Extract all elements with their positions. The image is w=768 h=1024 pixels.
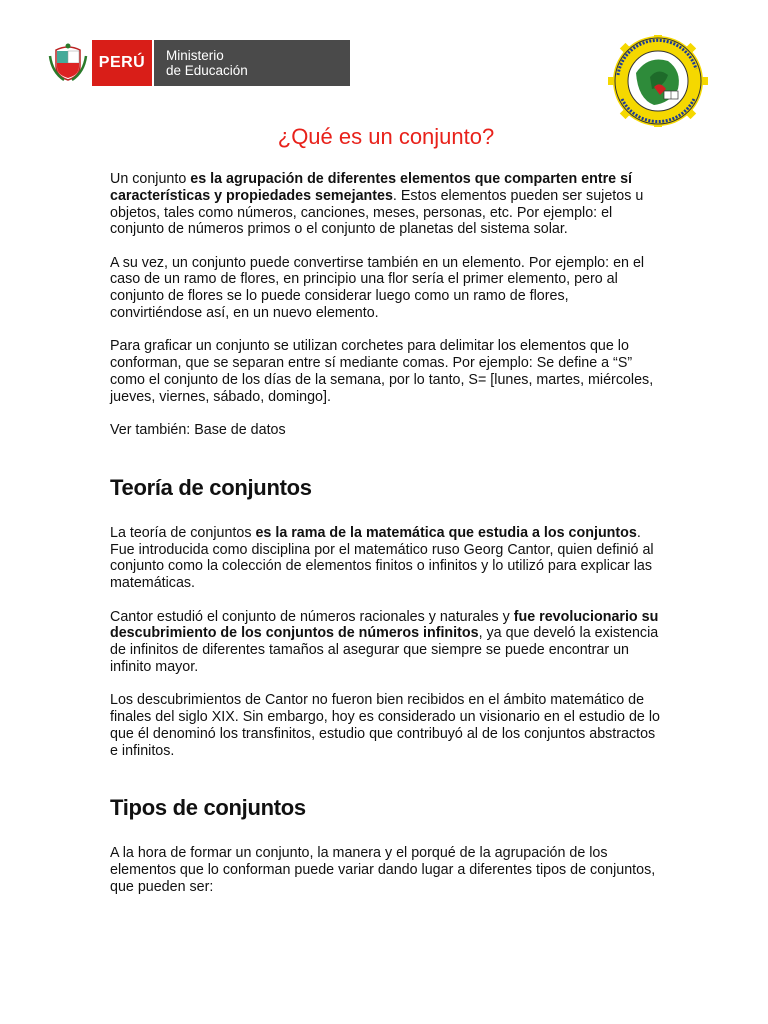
paragraph: Para graficar un conjunto se utilizan corchetes para delimitar los elementos que lo conforman, que se separan entre sí mediante comas. Por ejemplo: Se define a “S” como el conjunto de los días de la semana, por lo tanto, S= [lunes, martes, miércoles, jueves, viernes, sábado, domingo].	[110, 338, 654, 405]
text-run: Cantor estudió el conjunto de números racionales y naturales y	[110, 608, 514, 625]
bold-text-run: es la rama de la matemática que estudia a los conjuntos	[255, 524, 637, 541]
text-run: . Estos elementos pueden ser sujetos u objetos, tales como números, canciones, meses, personas, etc. Por ejemplo: el conjunto de números primos o el conjunto de planetas del sistema solar.	[110, 187, 644, 238]
text-run: , ya que develó la existencia de infinitos de diferentes tamaños al asegurar que siempre se puede encontrar un infinito mayor.	[110, 625, 659, 675]
minedu-logo	[44, 40, 350, 86]
paragraph	[110, 525, 662, 592]
paragraph	[110, 609, 662, 676]
bold-text-run: es la agrupación de diferentes elementos que comparten entre sí características y propiedades semejantes	[110, 171, 633, 204]
paragraph: A su vez, un conjunto puede convertirse también en un elemento. Por ejemplo: en el caso de un ramo de flores, en principio una flor sería el primer elemento, pero al conjunto de flores se lo puede considerar luego como un ramo de flores, convirtiéndose así, en un nuevo elemento.	[110, 254, 645, 322]
text-run: . Fue introducida como disciplina por el matemático ruso Georg Cantor, quien definió al conjunto como la colección de elementos finitos o infinitos y lo utilizó para explicar las matemáticas.	[110, 524, 654, 592]
ministry-line-1: Ministerio	[166, 48, 224, 63]
document-header	[0, 0, 768, 140]
institute-seal-icon	[598, 35, 718, 127]
paragraph: A la hora de formar un conjunto, la manera y el porqué de la agrupación de los elementos que lo conforman puede variar dando lugar a diferentes tipos de conjuntos, que pueden ser:	[110, 845, 656, 896]
ministry-line-2: de Educación	[166, 63, 248, 78]
peru-coat-of-arms-icon	[44, 40, 92, 86]
peru-label: PERÚ	[92, 40, 152, 86]
page-title: ¿Qué es un conjunto?	[277, 124, 495, 149]
ministry-label	[152, 40, 350, 86]
text-run: Un conjunto	[110, 171, 191, 187]
see-also-text: Ver también: Base de datos	[110, 422, 286, 439]
text-run: La teoría de conjuntos	[110, 524, 256, 541]
document-body	[110, 120, 662, 912]
section-heading-teoria: Teoría de conjuntos	[110, 474, 312, 500]
section-heading-tipos: Tipos de conjuntos	[110, 795, 306, 821]
paragraph	[110, 171, 662, 238]
bold-text-run: fue revolucionario su descubrimiento de los conjuntos de números infinitos	[110, 608, 659, 642]
paragraph: Los descubrimientos de Cantor no fueron bien recibidos en el ámbito matemático de finales del siglo XIX. Sin embargo, hoy es considerado un visionario en el estudio de lo que él denominó los transfinitos, estudio que contribuyó al de los conjuntos abstractos e infinitos.	[110, 692, 660, 759]
